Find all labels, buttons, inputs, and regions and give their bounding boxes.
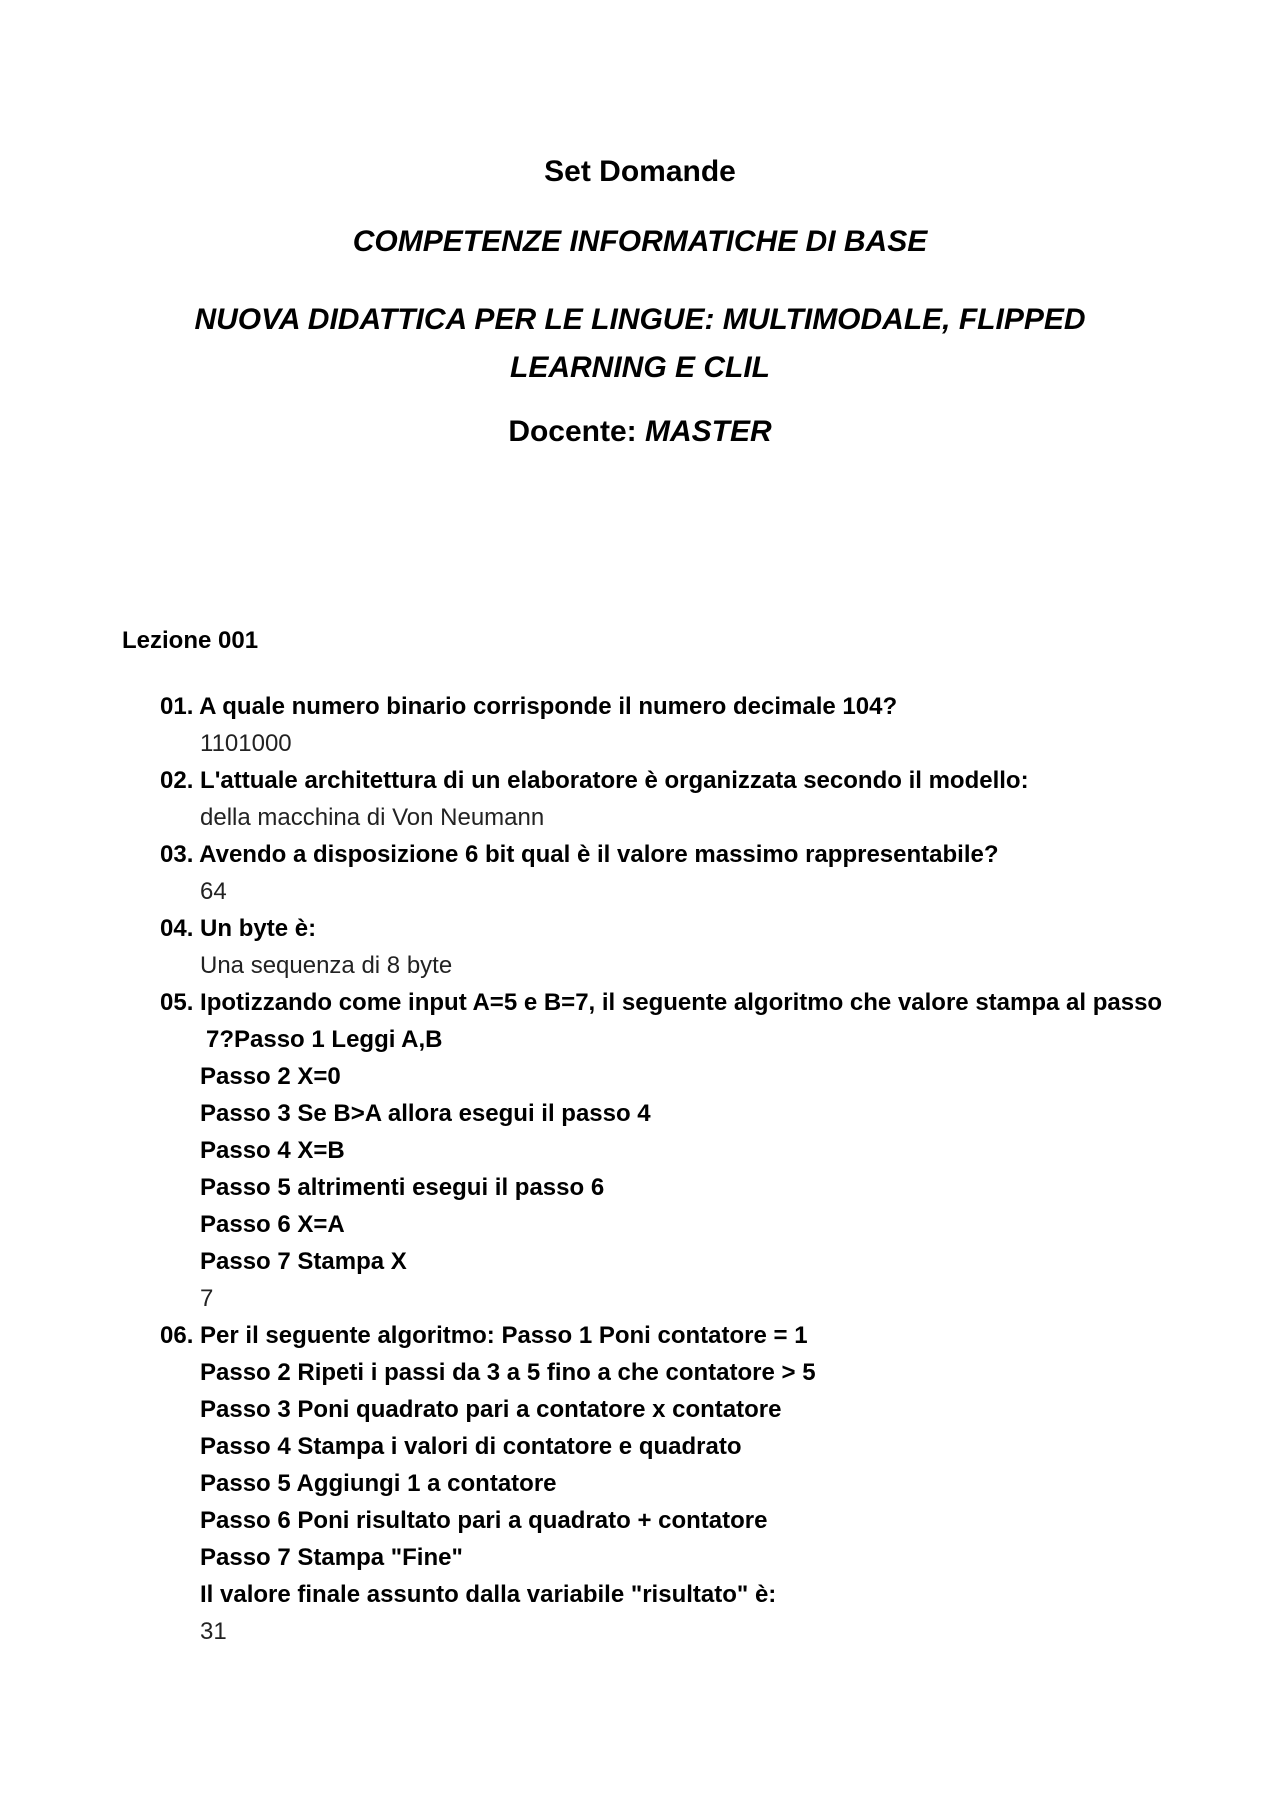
question-number: 06. — [160, 1322, 194, 1349]
answer-text: della macchina di Von Neumann — [200, 804, 545, 831]
question-body: Per il seguente algoritmo: Passo 1 Poni contatore = 1 — [200, 1322, 808, 1349]
algorithm-step: Passo 5 altrimenti esegui il passo 6 — [200, 1174, 605, 1201]
algorithm-step: Passo 2 X=0 — [200, 1063, 341, 1090]
question-list — [160, 688, 1170, 1650]
question-text — [160, 1317, 1170, 1354]
question-number: 04. — [160, 915, 194, 942]
answer-text: 1101000 — [200, 730, 292, 757]
question-body: Ipotizzando come input A=5 e B=7, il seguente algoritmo che valore stampa al passo 7?Passo 1 Leggi A,B — [200, 989, 1163, 1053]
algorithm-step: Passo 4 X=B — [200, 1137, 345, 1164]
course-title: NUOVA DIDATTICA PER LE LINGUE: MULTIMODALE, FLIPPED LEARNING E CLIL — [194, 303, 1086, 384]
question-text — [160, 836, 1170, 873]
question-number: 02. — [160, 767, 194, 794]
answer-text: 7 — [200, 1285, 214, 1312]
question-number: 03. — [160, 841, 194, 868]
teacher-label: Docente: — [508, 415, 637, 448]
algorithm-step: Passo 7 Stampa X — [200, 1248, 407, 1275]
algorithm-step: Il valore finale assunto dalla variabile "risultato" è: — [200, 1581, 777, 1608]
question-body: A quale numero binario corrisponde il numero decimale 104? — [199, 693, 898, 720]
question-body: Un byte è: — [200, 915, 317, 942]
teacher-line — [0, 415, 1280, 449]
question-item — [160, 910, 1170, 984]
answer-text: 64 — [200, 878, 227, 905]
question-body: L'attuale architettura di un elaboratore è organizzata secondo il modello: — [200, 767, 1029, 794]
question-item — [160, 984, 1170, 1317]
question-text — [160, 984, 1170, 1058]
document-title: Set Domande — [544, 155, 736, 188]
algorithm-step: Passo 5 Aggiungi 1 a contatore — [200, 1470, 557, 1497]
document-subtitle: COMPETENZE INFORMATICHE DI BASE — [352, 225, 928, 258]
algorithm-step: Passo 7 Stampa "Fine" — [200, 1544, 463, 1571]
algorithm-step: Passo 3 Poni quadrato pari a contatore x contatore — [200, 1396, 782, 1423]
question-item — [160, 836, 1170, 910]
lesson-heading: Lezione 001 — [122, 627, 259, 654]
algorithm-step: Passo 2 Ripeti i passi da 3 a 5 fino a che contatore > 5 — [200, 1359, 816, 1386]
question-item — [160, 762, 1170, 836]
question-number: 01. — [160, 693, 194, 720]
question-text — [160, 762, 1170, 799]
question-number: 05. — [160, 989, 194, 1016]
question-text — [160, 910, 1170, 947]
question-body: Avendo a disposizione 6 bit qual è il valore massimo rappresentabile? — [199, 841, 999, 868]
algorithm-step: Passo 4 Stampa i valori di contatore e quadrato — [200, 1433, 742, 1460]
answer-text: 31 — [200, 1618, 227, 1645]
algorithm-step: Passo 6 X=A — [200, 1211, 345, 1238]
question-item — [160, 1317, 1170, 1650]
teacher-name: MASTER — [645, 415, 772, 448]
algorithm-step: Passo 6 Poni risultato pari a quadrato + contatore — [200, 1507, 768, 1534]
algorithm-step: Passo 3 Se B>A allora esegui il passo 4 — [200, 1100, 651, 1127]
answer-text: Una sequenza di 8 byte — [200, 952, 453, 979]
question-text — [160, 688, 1170, 725]
question-item — [160, 688, 1170, 762]
